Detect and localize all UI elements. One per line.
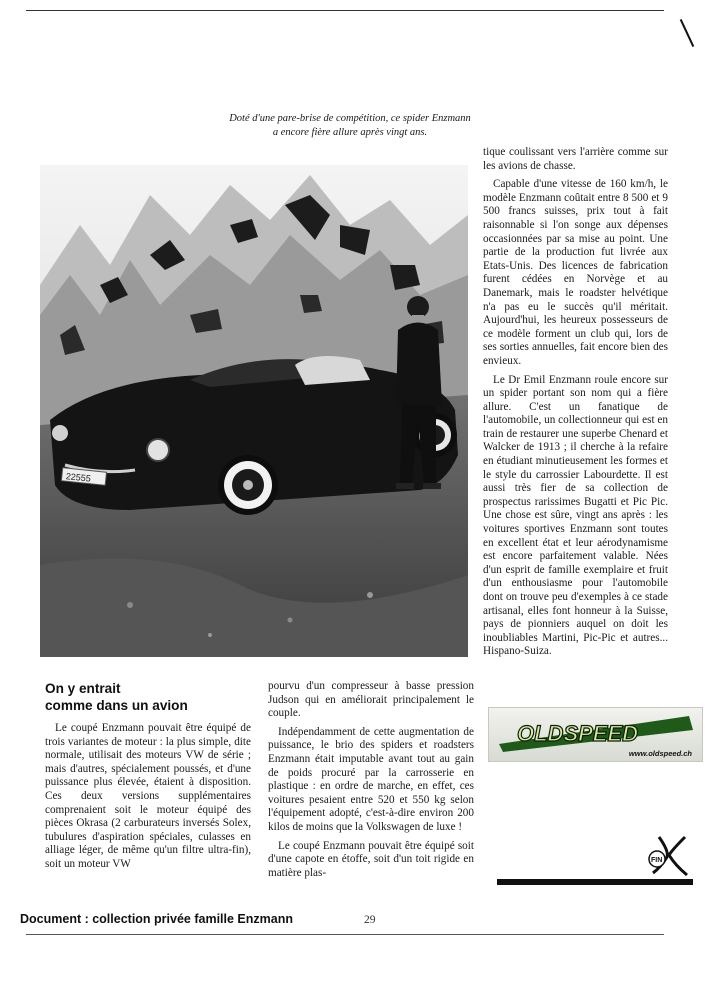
heading-line-2: comme dans un avion (45, 698, 188, 713)
middle-paragraph-3: Le coupé Enzmann pouvait être équipé soit d'une capote en étoffe, soit d'un toit rigide en matière plas- (268, 839, 474, 879)
photo-caption (150, 112, 550, 140)
corner-mark (680, 19, 694, 47)
footer-source: Document : collection privée famille Enzmann (20, 912, 293, 926)
bottom-rule (26, 934, 664, 935)
right-paragraph-1: tique coulissant vers l'arrière comme sur les avions de chasse. (483, 146, 668, 172)
car-photo (40, 165, 468, 657)
oldspeed-logo (488, 707, 703, 762)
fin-mark (647, 833, 691, 877)
caption-line-1: Doté d'une pare-brise de compétition, ce spider Enzmann (229, 113, 471, 124)
middle-paragraph-1: pourvu d'un compresseur à basse pression Judson qui en améliorait principalement le couple. (268, 680, 474, 720)
left-column (45, 722, 251, 877)
license-plate-text: 22555 (65, 471, 92, 484)
fin-mark-icon (647, 833, 691, 877)
middle-column (268, 680, 474, 885)
logo-brand-text: OLDSPEED (517, 721, 639, 746)
page-number: 29 (364, 914, 376, 926)
left-paragraph-1: Le coupé Enzmann pouvait être équipé de trois variantes de moteur : la plus simple, dite normale, utilisait des moteurs VW de série ; mais d'autres, spécialement poussés, et d'une puissance plus élevée, étaient à disposition. Ces deux versions supplémentaires comprenaient soit le moteur équipé des pièces Okrasa (2 carburateurs inversés Solex, tubulures d'aspiration spéciales, culasses en alliage léger, de même qu'un filtre ultra-fin), soit un moteur VW (45, 722, 251, 870)
car-photo-illustration (40, 165, 468, 657)
middle-paragraph-2: Indépendamment de cette augmentation de puissance, le brio des spiders et roadsters Enzmann était imputable avant tout au gain de poids procuré par la carrosserie en plastique : en ordre de marche, en effet, ces voitures pesaient entre 520 et 550 kg selon l'équipement adopté, c'est-à-dire environ 200 kilos de moins que la Volkswagen de luxe ! (268, 725, 474, 833)
fin-mark-text: FIN (651, 857, 663, 864)
right-paragraph-2: Capable d'une vitesse de 160 km/h, le modèle Enzmann coûtait entre 8 500 et 9 500 francs suisses, prix tout à fait raisonnable si l'on songe aux dépenses occasionnées par sa mise au point. Une partie de la production fut livrée aux Etats-Unis. Des licences de fabrication furent cédées en Norvège et au Danemark, mais le roadster helvétique n'a pas eu le succès qu'il méritait. Aujourd'hui, les heureux possesseurs de ce modèle forment un club qui, lors de ses sorties annuelles, fait encore bien des envieux. (483, 178, 668, 367)
end-rule (497, 879, 693, 885)
logo-url: www.oldspeed.ch (628, 749, 692, 758)
right-paragraph-3: Le Dr Emil Enzmann roule encore sur un spider portant son nom qui a fière allure. C'est un fanatique de l'automobile, un collectionneur qui est en train de restaurer une superbe Chenard et Walcker de 1913 ; il cherche à la refaire en étudiant minutieusement les formes et le style du carrossier Labourdette. Il est aussi très fier de sa collection de prospectus rarissimes Bugatti et Pic Pic. Une chose est sûre, vingt ans après : les voitures sportives Enzmann sont toutes en excellent état et leur aérodynamisme est encore parfaitement valable. Nées d'un esprit de famille exemplaire et fruit d'un enthousiasme pour l'automobile dont on trouve peu d'exemples à ce stade artisanal, elles font honneur à la Suisse, pays de pionniers auquel on doit les inoubliables Martini, Pic-Pic et autres... Hispano-Suiza. (483, 373, 668, 658)
heading-line-1: On y entrait (45, 681, 121, 696)
top-rule (26, 10, 664, 11)
right-column (483, 146, 668, 664)
section-heading (45, 680, 255, 714)
caption-line-2: a encore fière allure après vingt ans. (272, 127, 428, 138)
